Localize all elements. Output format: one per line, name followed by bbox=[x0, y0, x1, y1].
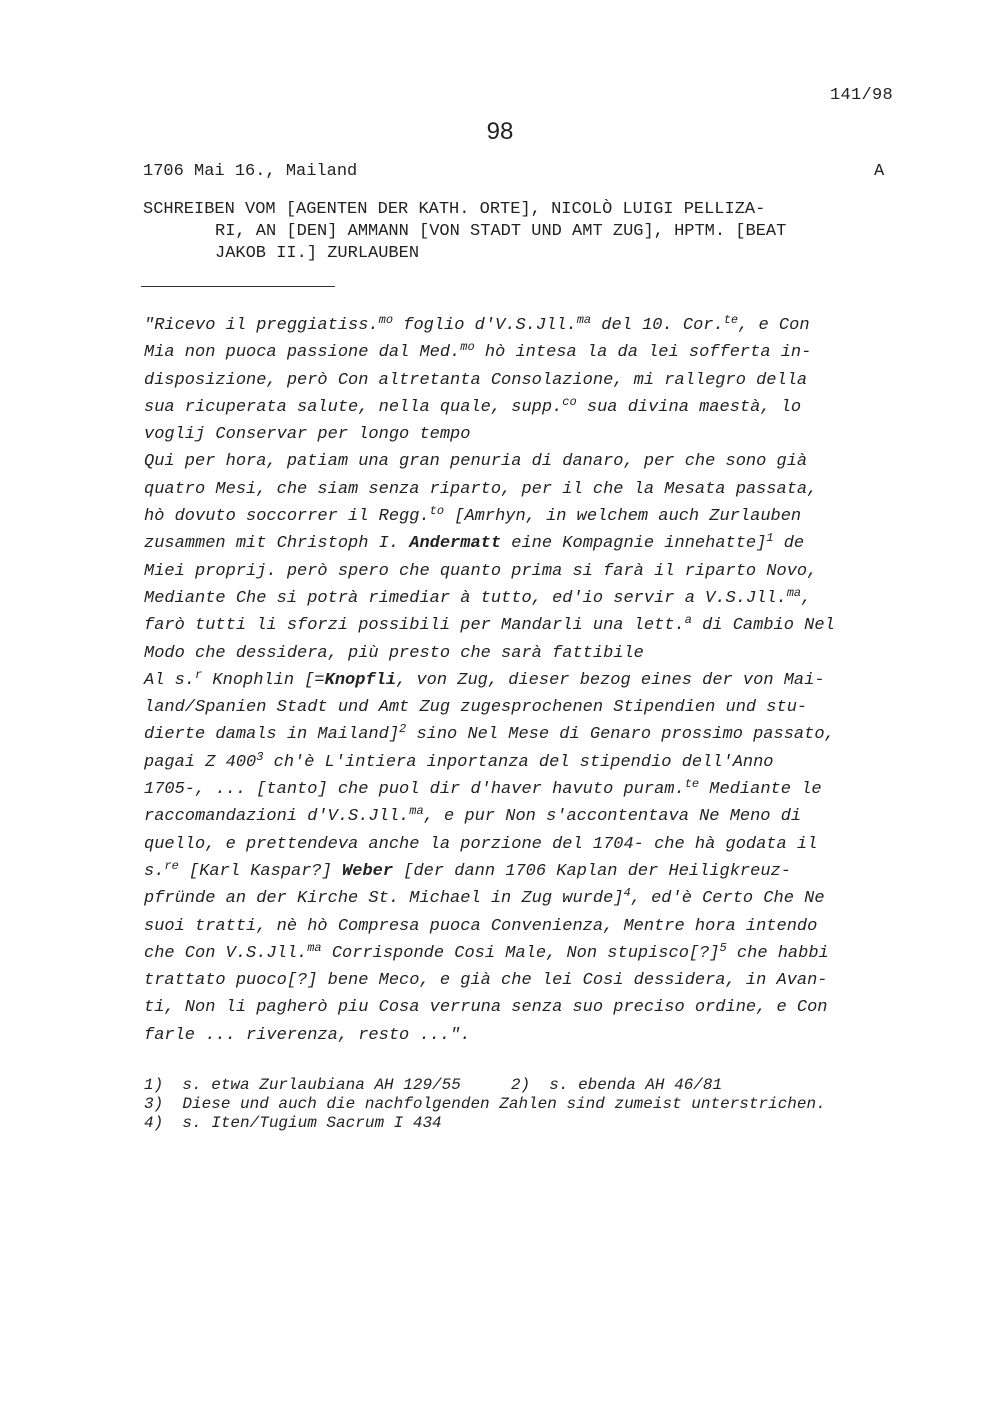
text-line: voglij Conservar per longo tempo bbox=[144, 425, 471, 445]
text-line: hò dovuto soccorrer il Regg.$^{to}$ [Amrhyn, in welchem auch Zurlauben bbox=[144, 504, 802, 527]
letter-transcription bbox=[144, 312, 924, 1049]
text-line: s.$^{re}$ [Karl Kaspar?] Weber [der dann 1706 Kaplan der Heiligkreuz- bbox=[144, 858, 791, 881]
person-name-andermatt: Andermatt bbox=[409, 534, 502, 554]
person-name-weber: Weber bbox=[342, 861, 394, 881]
text-line: quatro Mesi, che siam senza riparto, per il che la Mesata passata, bbox=[144, 479, 818, 499]
footnote-ref: 5 bbox=[719, 940, 727, 955]
document-number: 98 bbox=[486, 118, 514, 145]
title-line: JAKOB II.] ZURLAUBEN bbox=[215, 244, 420, 263]
footnotes bbox=[144, 1076, 924, 1133]
archive-letter: A bbox=[874, 162, 885, 181]
title-divider bbox=[141, 286, 335, 287]
footnote-line bbox=[144, 1076, 924, 1095]
text-line: dierte damals in Mailand]$^2$ sino Nel Mese di Genaro prossimo passato, bbox=[144, 722, 835, 745]
footnote-4: 4) s. Iten/Tugium Sacrum I 434 bbox=[144, 1114, 442, 1132]
text-line: sua ricuperata salute, nella quale, supp.$^{co}$ sua divina maestà, lo bbox=[144, 394, 802, 417]
text-line: land/Spanien Stadt und Amt Zug zugesprochenen Stipendien und stu- bbox=[144, 698, 808, 718]
title-line: RI, AN [DEN] AMMANN [VON STADT UND AMT ZUG], HPTM. [BEAT bbox=[215, 222, 787, 241]
date-place-line: 1706 Mai 16., Mailand bbox=[143, 162, 358, 181]
text-line: ti, Non li pagherò piu Cosa verruna senza suo preciso ordine, e Con bbox=[144, 998, 828, 1018]
text-line: zusammen mit Christoph I. Andermatt eine Kompagnie innehatte]$^1$ de bbox=[144, 531, 805, 554]
page-reference: 141/98 bbox=[830, 86, 894, 105]
text-line: farle ... riverenza, resto ...". bbox=[144, 1025, 471, 1045]
text-line: farò tutti li sforzi possibili per Mandarli una lett.$^a$ di Cambio Nel bbox=[144, 613, 835, 636]
text-line: pfründe an der Kirche St. Michael in Zug wurde]$^4$, ed'è Certo Che Ne bbox=[144, 886, 825, 909]
text-line: trattato puoco[?] bene Meco, e già che lei Cosi dessidera, in Avan- bbox=[144, 971, 828, 991]
title-line: SCHREIBEN VOM [AGENTEN DER KATH. ORTE], NICOLÒ LUIGI PELLIZA- bbox=[143, 200, 766, 219]
text-line: quello, e prettendeva anche la porzione del 1704- che hà godata il bbox=[144, 834, 818, 854]
text-line: che Con V.S.Jll.$^{ma}$ Corrisponde Cosi Male, Non stupisco[?]$^5$ che habbi bbox=[144, 940, 829, 963]
text-line: Al s.$^r$ Knophlin [=Knopfli, von Zug, dieser bezog eines der von Mai- bbox=[144, 667, 825, 690]
document-title bbox=[143, 199, 903, 265]
footnote-ref: 1 bbox=[766, 531, 774, 546]
text-line: 1705-, ... [tanto] che puol dir d'haver havuto puram.$^{te}$ Mediante le bbox=[144, 777, 822, 800]
text-line: Mia non puoca passione dal Med.$^{mo}$ hò intesa la da lei sofferta in- bbox=[144, 340, 812, 363]
text-line: disposizione, però Con altretanta Consolazione, mi rallegro della bbox=[144, 370, 808, 390]
text-line: Mediante Che si potrà rimediar à tutto, ed'io servir a V.S.Jll.$^{ma}$, bbox=[144, 585, 812, 608]
text-line: Modo che dessidera, più presto che sarà fattibile bbox=[144, 643, 644, 663]
text-line: Qui per hora, patiam una gran penuria di danaro, per che sono già bbox=[144, 452, 808, 472]
text-line: "Ricevo il preggiatiss.$^{mo}$ foglio d'V.S.Jll.$^{ma}$ del 10. Cor.$^{te}$, e Con bbox=[144, 313, 810, 335]
text-line: Miei proprij. però spero che quanto prima si farà il riparto Novo, bbox=[144, 561, 818, 581]
text-line: suoi tratti, nè hò Compresa puoca Convenienza, Mentre hora intendo bbox=[144, 916, 818, 936]
footnote-ref: 3 bbox=[256, 749, 264, 764]
text-line: pagai Z $400^3$ ch'è L'intiera inportanza del stipendio dell'Anno bbox=[144, 749, 774, 772]
person-name-knopfli: Knopfli bbox=[324, 670, 397, 690]
footnote-ref: 2 bbox=[399, 722, 407, 737]
footnote-ref: 4 bbox=[623, 886, 631, 901]
footnote-2: 2) s. ebenda AH 46/81 bbox=[510, 1076, 723, 1094]
footnote-3: 3) Diese und auch die nachfolgenden Zahlen sind zumeist unterstrichen. bbox=[144, 1095, 826, 1113]
footnote-1: 1) s. etwa Zurlaubiana AH 129/55 bbox=[144, 1076, 461, 1094]
text-line: raccomandazioni d'V.S.Jll.$^{ma}$, e pur Non s'accontentava Ne Meno di bbox=[144, 804, 802, 827]
